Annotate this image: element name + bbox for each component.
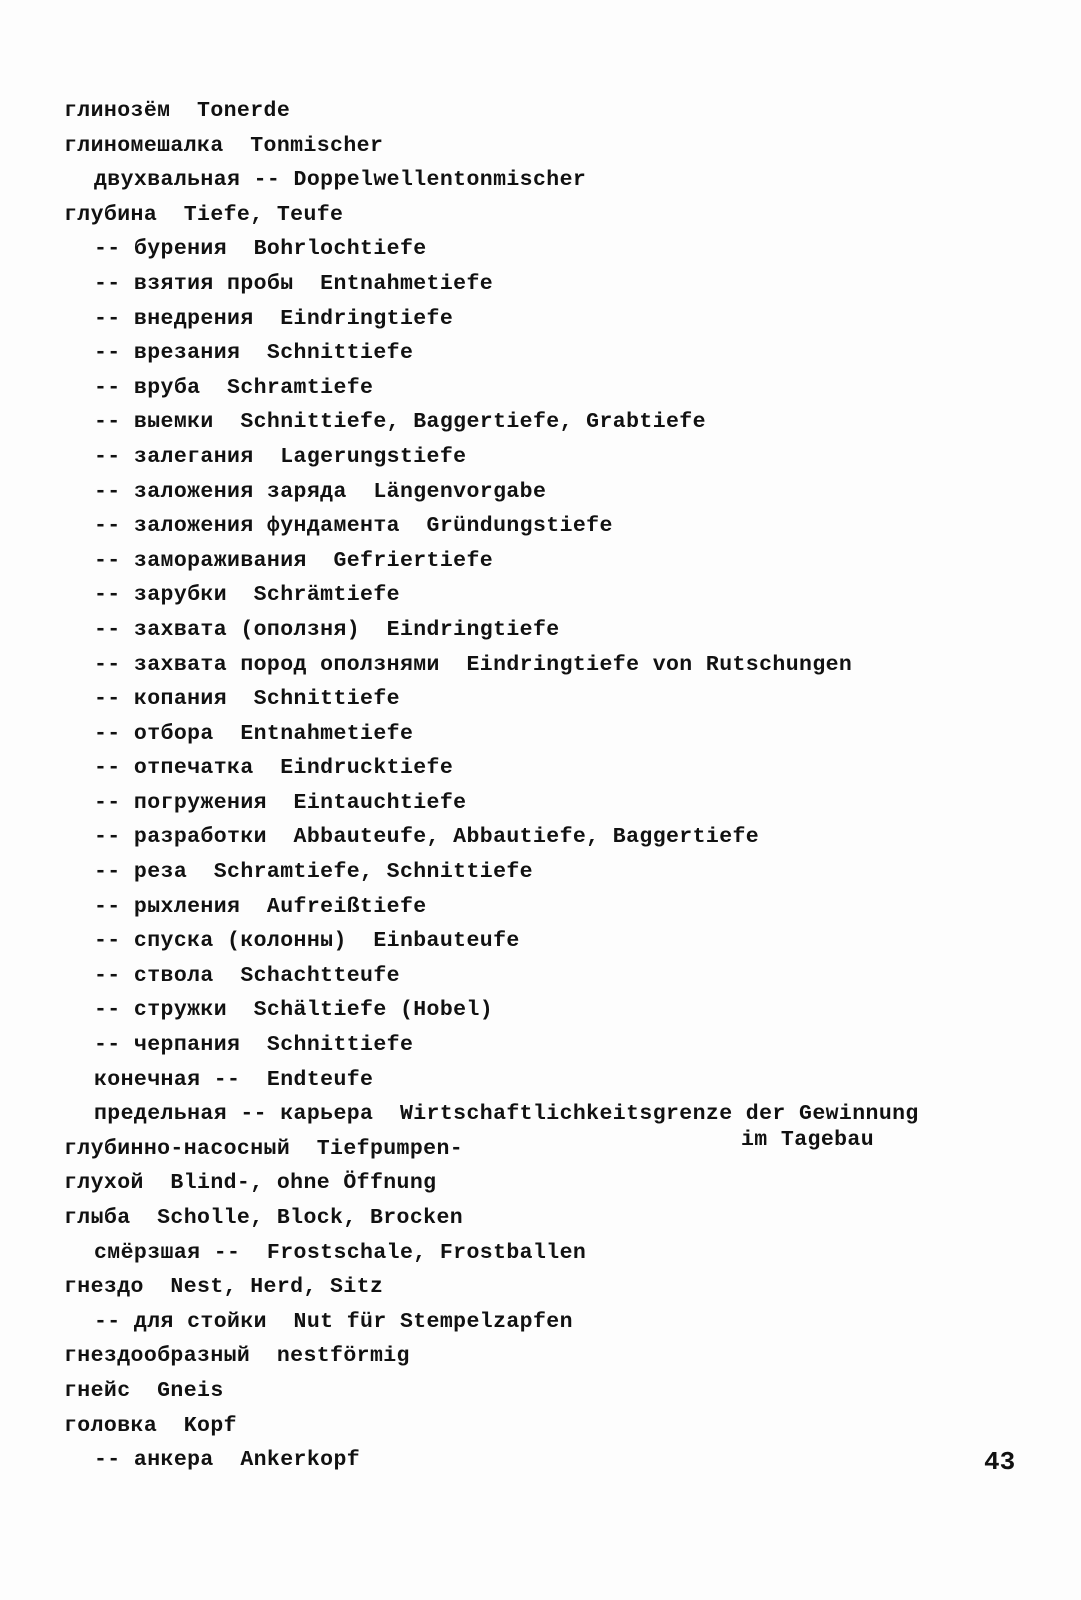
sub-entry: -- черпания Schnittiefe (94, 1033, 414, 1058)
sub-entry: -- выемки Schnittiefe, Baggertiefe, Grabtiefe (94, 410, 706, 435)
sub-entry: -- спуска (колонны) Einbauteufe (94, 929, 520, 954)
sub-entry: -- отпечатка Eindrucktiefe (94, 756, 454, 781)
headword-entry: глухой Blind-, ohne Öffnung (64, 1171, 437, 1196)
sub-entry: двухвальная -- Doppelwellentonmischer (94, 168, 587, 193)
sub-entry: предельная -- карьера Wirtschaftlichkeitsgrenze der Gewinnung (94, 1102, 919, 1127)
sub-entry: -- для стойки Nut für Stempelzapfen (94, 1309, 573, 1334)
sub-entry: -- врезания Schnittiefe (94, 341, 414, 366)
page-number: 43 (984, 1447, 1016, 1477)
sub-entry: -- замораживания Gefriertiefe (94, 548, 494, 573)
sub-entry: -- внедрения Eindringtiefe (94, 306, 454, 331)
entry-continuation: im Tagebau (741, 1128, 875, 1152)
sub-entry: -- захвата (оползня) Eindringtiefe (94, 617, 560, 642)
sub-entry: -- залегания Lagerungstiefe (94, 444, 467, 469)
sub-entry: -- копания Schnittiefe (94, 687, 400, 712)
headword-entry: глыба Scholle, Block, Brocken (64, 1206, 464, 1230)
headword-entry: гнездообразный nestförmig (64, 1344, 410, 1369)
sub-entry: -- рыхления Aufreißtiefe (94, 894, 427, 919)
entry-list (64, 94, 1064, 1478)
sub-entry: -- заложения фундамента Gründungstiefe (94, 514, 613, 539)
sub-entry: -- заложения заряда Längenvorgabe (94, 479, 547, 504)
headword-entry: глубинно-насосный Tiefpumpen- (64, 1136, 464, 1161)
headword-entry: головка Kopf (64, 1413, 237, 1438)
headword-entry: гнездо Nest, Herd, Sitz (64, 1275, 384, 1300)
sub-entry: -- зарубки Schrämtiefe (94, 583, 400, 608)
sub-entry: -- реза Schramtiefe, Schnittiefe (94, 860, 533, 885)
sub-entry: -- взятия пробы Entnahmetiefe (94, 271, 494, 296)
sub-entry: -- вруба Schramtiefe (94, 375, 374, 400)
sub-entry: конечная -- Endteufe (94, 1067, 374, 1092)
sub-entry: -- разработки Abbauteufe, Abbautiefe, Baggertiefe (94, 825, 760, 850)
sub-entry: -- отбора Entnahmetiefe (94, 721, 414, 746)
sub-entry: -- ствола Schachtteufe (94, 963, 400, 988)
sub-entry: -- анкера Ankerkopf (94, 1448, 361, 1473)
sub-entry: -- стружки Schältiefe (Hobel) (94, 998, 494, 1023)
headword-entry: глиномешалка Tonmischer (64, 133, 384, 158)
sub-entry: -- захвата пород оползнями Eindringtiefe von Rutschungen (94, 652, 853, 677)
sub-entry: -- погружения Eintauchtiefe (94, 790, 467, 815)
headword-entry: гнейс Gneis (64, 1378, 224, 1403)
headword-entry: глубина Tiefe, Teufe (64, 202, 344, 227)
headword-entry: глинозём Tonerde (64, 99, 291, 123)
sub-entry: -- бурения Bohrlochtiefe (94, 237, 427, 262)
sub-entry: смёрзшая -- Frostschale, Frostballen (94, 1240, 587, 1265)
